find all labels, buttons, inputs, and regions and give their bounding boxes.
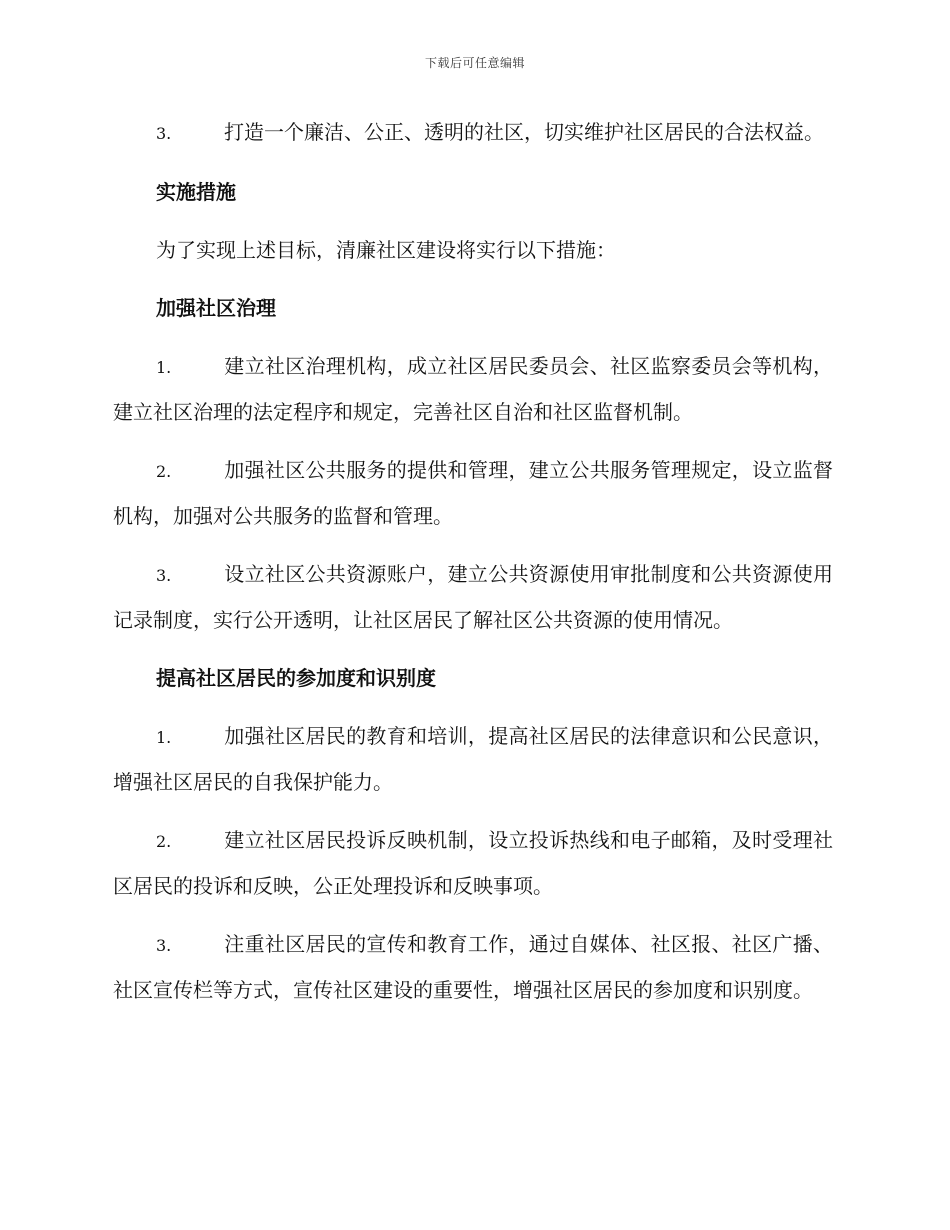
item-text: 设立社区公共资源账户，建立公共资源使用审批制度和公共资源使用记录制度，实行公开透明，让社区居民了解社区公共资源的使用情况。 <box>113 562 833 632</box>
item-number: 3. <box>156 566 172 585</box>
item-text: 打造一个廉洁、公正、透明的社区，切实维护社区居民的合法权益。 <box>224 120 824 144</box>
list-item <box>113 714 833 804</box>
item-text: 加强社区居民的教育和培训，提高社区居民的法律意识和公民意识，增强社区居民的自我保护能力。 <box>113 724 833 794</box>
page-header: 下载后可任意编辑 <box>424 56 525 70</box>
list-item <box>113 110 833 156</box>
item-number: 3. <box>156 936 172 955</box>
item-number: 1. <box>156 728 172 747</box>
list-item <box>113 448 833 538</box>
item-text: 建立社区居民投诉反映机制，设立投诉热线和电子邮箱，及时受理社区居民的投诉和反映，公正处理投诉和反映事项。 <box>113 828 833 898</box>
list-item <box>113 344 833 434</box>
item-text: 建立社区治理机构，成立社区居民委员会、社区监察委员会等机构，建立社区治理的法定程序和规定，完善社区自治和社区监督机制。 <box>113 354 833 424</box>
item-number: 2. <box>156 832 172 851</box>
item-number: 3. <box>156 124 172 143</box>
paragraph: 为了实现上述目标，清廉社区建设将实行以下措施： <box>156 238 616 262</box>
section-heading: 实施措施 <box>156 180 236 204</box>
item-text: 注重社区居民的宣传和教育工作，通过自媒体、社区报、社区广播、社区宣传栏等方式，宣传社区建设的重要性，增强社区居民的参加度和识别度。 <box>113 932 833 1002</box>
item-number: 1. <box>156 358 172 377</box>
section-heading: 加强社区治理 <box>156 296 276 320</box>
list-item <box>113 922 833 1012</box>
list-item <box>113 818 833 908</box>
section-heading: 提高社区居民的参加度和识别度 <box>156 666 436 690</box>
item-text: 加强社区公共服务的提供和管理，建立公共服务管理规定，设立监督机构，加强对公共服务的监督和管理。 <box>113 458 833 528</box>
document-body <box>113 110 833 1026</box>
list-item <box>113 552 833 642</box>
item-number: 2. <box>156 462 172 481</box>
